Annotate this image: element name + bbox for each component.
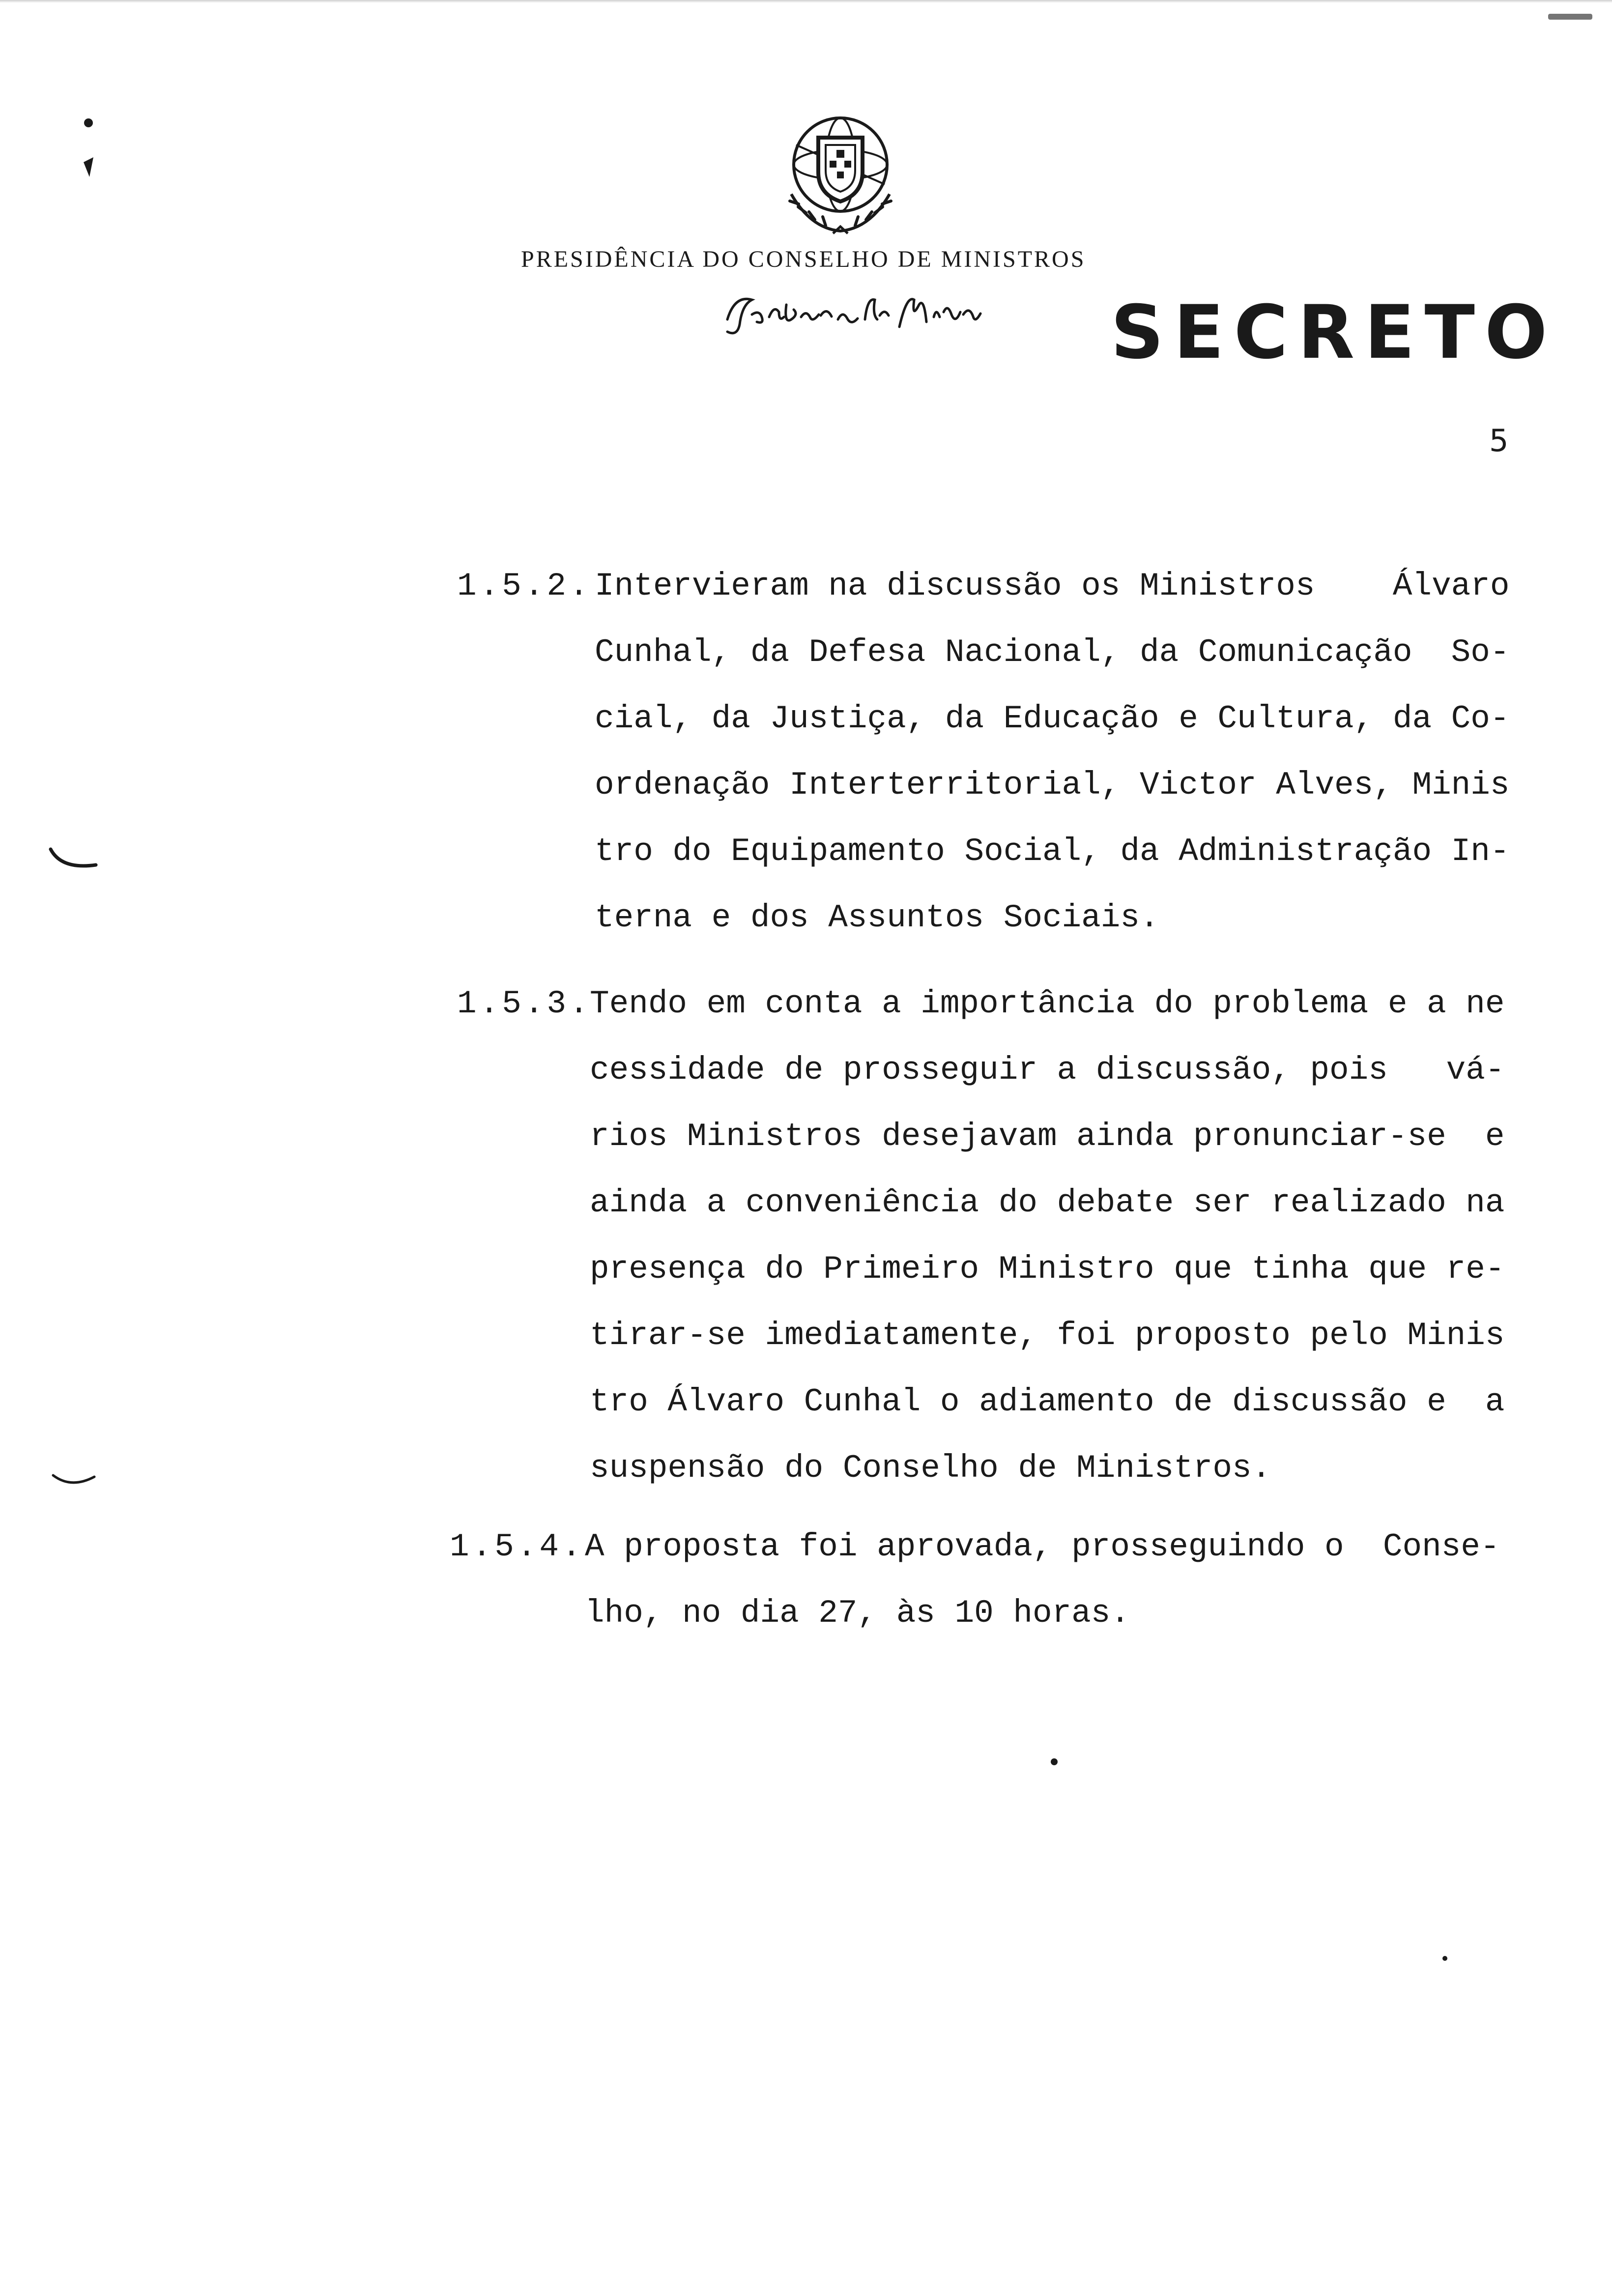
paragraph-number: 1.5.4.	[450, 1528, 584, 1565]
paragraph-line: tro Álvaro Cunhal o adiamento de discussão e a	[590, 1383, 1505, 1420]
paragraph-line: lho, no dia 27, às 10 horas.	[585, 1595, 1130, 1632]
paragraph-line: ordenação Interterritorial, Victor Alves, Minis	[595, 767, 1510, 804]
scan-top-edge	[0, 0, 1612, 3]
paragraph-line: Tendo em conta a importância do problema e a ne	[590, 985, 1505, 1022]
paragraph-line: presença do Primeiro Ministro que tinha que re-	[590, 1251, 1505, 1288]
margin-punch-mark	[47, 845, 101, 880]
paragraph-line: cessidade de prosseguir a discussão, pois vá-	[590, 1052, 1505, 1089]
paragraph-number: 1.5.2.	[457, 568, 592, 604]
paragraph-line: terna e dos Assuntos Sociais.	[595, 899, 1159, 936]
office-signature	[718, 285, 993, 339]
scan-speck	[1047, 1754, 1062, 1769]
paragraph-line: A proposta foi aprovada, prosseguindo o Conse-	[585, 1528, 1500, 1565]
institution-name: PRESIDÊNCIA DO CONSELHO DE MINISTROS	[521, 246, 1086, 272]
page-number: 5	[1489, 423, 1509, 459]
paragraph-line: cial, da Justiça, da Educação e Cultura, da Co-	[595, 700, 1510, 737]
paragraph-line: ainda a conveniência do debate ser realizado na	[590, 1184, 1505, 1221]
margin-punch-mark	[49, 1469, 98, 1494]
paragraph-line: rios Ministros desejavam ainda pronunciar-se e	[590, 1118, 1505, 1155]
paragraph-line: tirar-se imediatamente, foi proposto pelo Minis	[590, 1317, 1505, 1354]
paragraph-line: suspensão do Conselho de Ministros.	[590, 1450, 1271, 1487]
classification-stamp: SECRETO	[1111, 290, 1557, 375]
paragraph-line: tro do Equipamento Social, da Administração In-	[595, 833, 1510, 870]
coat-of-arms-emblem	[772, 111, 909, 238]
scan-smudge	[1548, 14, 1592, 20]
scan-speck	[1440, 1953, 1450, 1963]
paragraph-line: Cunhal, da Defesa Nacional, da Comunicação So-	[595, 634, 1510, 671]
margin-ink-mark	[74, 113, 103, 192]
paragraph-line: Intervieram na discussão os Ministros Álvaro	[595, 568, 1510, 604]
paragraph-number: 1.5.3.	[457, 985, 592, 1022]
